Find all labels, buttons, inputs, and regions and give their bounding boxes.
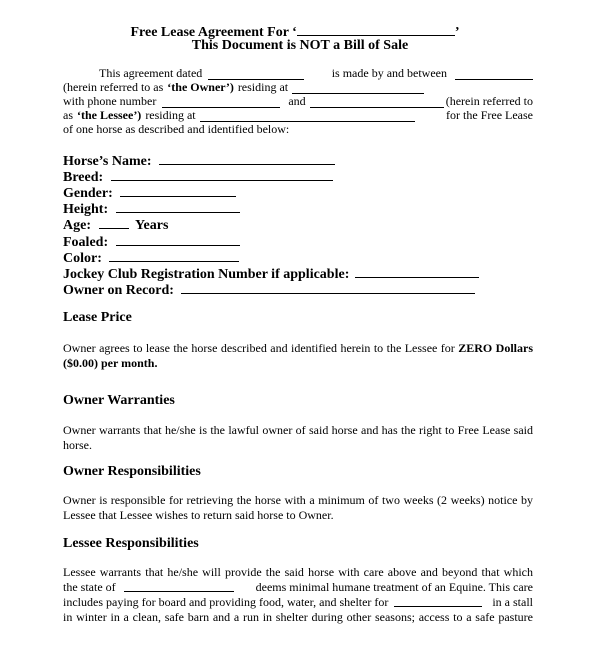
para-line: Owner agrees to lease the horse described and identified herein to the Lessee for ZERO Dollars	[63, 341, 533, 355]
owner-warranties-text	[63, 423, 533, 453]
intro-line-1	[63, 66, 533, 80]
para-line: in winter in a clean, safe barn and a run in shelter during other seasons; access to a safe pasture	[63, 610, 533, 624]
owner-on-record-blank[interactable]	[181, 280, 475, 294]
intro-text: (herein referred to as	[63, 80, 164, 94]
intro-text: of one horse as described and identified below:	[63, 122, 290, 136]
horse-name-blank-care[interactable]	[394, 595, 482, 607]
years-label: Years	[135, 218, 169, 233]
para-line: horse.	[63, 438, 92, 452]
owner-name-blank[interactable]	[455, 67, 533, 80]
height-blank[interactable]	[116, 199, 240, 213]
lease-price-text	[63, 341, 533, 371]
document-subtitle: This Document is NOT a Bill of Sale	[191, 38, 409, 53]
state-blank[interactable]	[124, 580, 234, 592]
intro-text: for the Free Lease	[446, 108, 533, 122]
color-blank[interactable]	[109, 248, 239, 262]
lessee-name-blank[interactable]	[310, 95, 444, 108]
intro-line-3	[63, 94, 533, 108]
owner-phone-blank[interactable]	[162, 95, 280, 108]
para-line: the state of deems minimal humane treatment of an Equine. This care	[63, 580, 533, 594]
intro-text: as	[63, 108, 73, 122]
lessee-responsibilities-heading: Lessee Responsibilities	[63, 536, 199, 551]
para-line: Lessee that Lessee wishes to return said horse to Owner.	[63, 508, 334, 522]
zero-dollars: ZERO Dollars	[458, 341, 533, 355]
foaled-blank[interactable]	[116, 232, 240, 246]
intro-text: and	[288, 94, 306, 108]
para-line	[63, 356, 533, 371]
lessee-term: ‘the Lessee’)	[77, 108, 142, 122]
intro-line-2	[63, 80, 533, 94]
field-label: Foaled:	[63, 235, 109, 250]
field-label: Height:	[63, 202, 109, 217]
field-label: Horse’s Name:	[63, 154, 152, 169]
intro-text: This agreement dated	[99, 66, 203, 80]
owner-address-blank[interactable]	[292, 81, 424, 94]
breed-blank[interactable]	[111, 167, 333, 181]
para-line: Lessee warrants that he/she will provide the said horse with care above and beyond that which	[63, 565, 533, 579]
owner-warranties-heading: Owner Warranties	[63, 393, 175, 408]
age-blank[interactable]	[99, 215, 129, 229]
para-line: Owner warrants that he/she is the lawful owner of said horse and has the right to Free Lease said	[63, 423, 533, 437]
field-label: Breed:	[63, 170, 104, 185]
para-line: includes paying for board and providing food, water, and shelter for in a stall	[63, 595, 533, 609]
lessee-responsibilities-text	[63, 565, 533, 625]
intro-text: (herein referred to	[445, 94, 533, 108]
lease-price-heading: Lease Price	[63, 310, 132, 325]
intro-text: with phone number	[63, 94, 157, 108]
field-owner-on-record	[63, 280, 475, 299]
title-prefix: Free Lease Agreement For ‘	[130, 25, 297, 40]
field-label: Owner on Record:	[63, 283, 174, 298]
title-suffix: ’	[454, 25, 460, 40]
intro-line-5	[63, 122, 533, 136]
gender-blank[interactable]	[120, 183, 236, 197]
para-line: Owner is responsible for retrieving the horse with a minimum of two weeks (2 weeks) notice by	[63, 493, 533, 507]
intro-line-4	[63, 108, 533, 122]
field-label: Jockey Club Registration Number if applicable:	[63, 267, 350, 282]
owner-term: ‘the Owner’)	[167, 80, 234, 94]
jockey-club-blank[interactable]	[355, 264, 479, 278]
owner-responsibilities-heading: Owner Responsibilities	[63, 464, 201, 479]
field-label: Color:	[63, 251, 102, 266]
field-label: Age:	[63, 218, 91, 233]
intro-text: residing at	[145, 108, 196, 122]
agreement-date-blank[interactable]	[208, 67, 304, 80]
intro-text: residing at	[237, 80, 289, 94]
horse-name-blank[interactable]	[159, 151, 335, 165]
owner-responsibilities-text	[63, 493, 533, 523]
field-label: Gender:	[63, 186, 113, 201]
horse-name-title-blank[interactable]	[297, 23, 455, 36]
intro-text: is made by and between	[331, 66, 447, 80]
lessee-address-blank[interactable]	[200, 109, 415, 122]
per-month-amount: ($0.00) per month.	[63, 356, 158, 370]
